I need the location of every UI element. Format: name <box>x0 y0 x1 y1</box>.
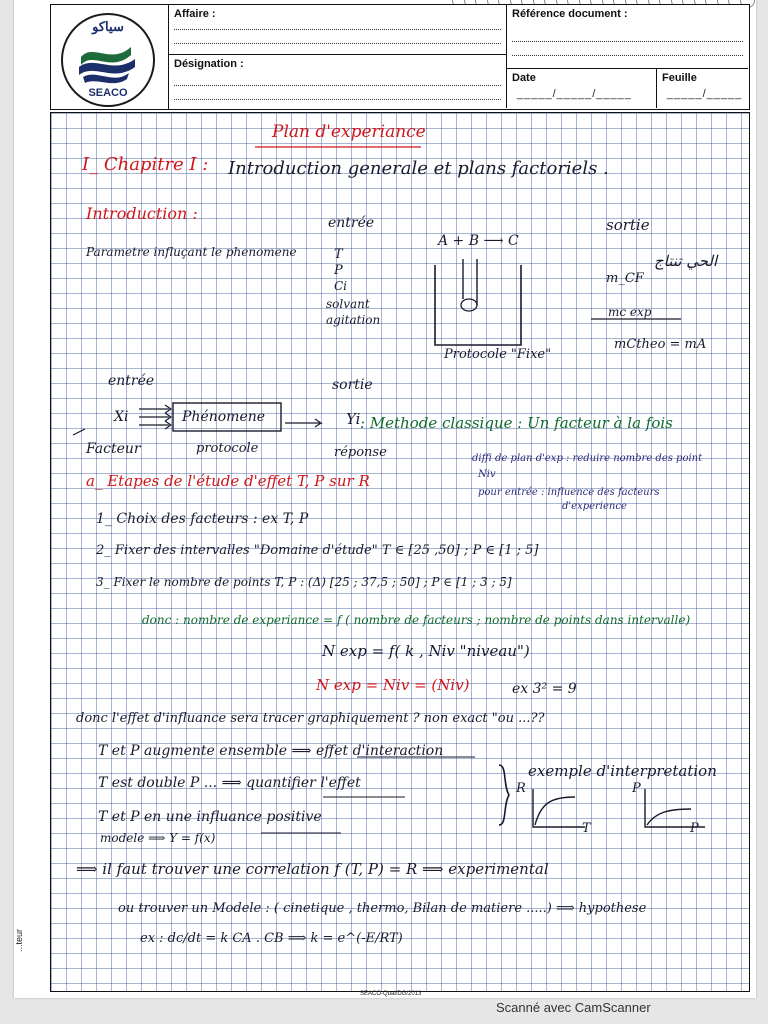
form-code: SEACO-Qual/DG/2013 <box>360 991 422 997</box>
dotted-line <box>512 55 743 56</box>
graph-label-t: T <box>582 821 591 836</box>
note-note2: Niv <box>478 469 496 480</box>
note-ar1: الحي تنتاج <box>654 252 718 270</box>
logo-name: SEACO <box>88 87 128 99</box>
note-etapes: a_ Etapes de l'étude d'effet T, P sur R <box>86 472 370 490</box>
seaco-logo <box>61 13 155 107</box>
note-sortie2: sortie <box>332 377 373 393</box>
side-text: ...teur <box>14 928 24 952</box>
note-note4: d'experience <box>562 501 627 512</box>
note-protocole: protocole <box>196 441 259 456</box>
note-sortie1: sortie <box>606 216 650 234</box>
note-tdouble: T est double P ... ⟹ quantifier l'effet <box>98 775 361 791</box>
note-intro: Introduction : <box>86 204 198 223</box>
note-nexp2: N exp = Niv = (Niv) <box>316 676 470 694</box>
note-nexp1: N exp = f( k , Niv "niveau") <box>322 642 530 660</box>
note-facteur: Facteur <box>86 441 141 457</box>
note-donc: donc : nombre de experiance = f ( nombre de facteurs ; nombre de points dans intervalle) <box>142 613 691 627</box>
note-entree1: entrée <box>328 215 375 231</box>
note-exemple: exemple d'interpretation <box>528 762 717 780</box>
note-note3: pour entrée : influence des facteurs <box>478 487 660 498</box>
reference-field <box>507 5 748 69</box>
note-entree2: entrée <box>108 373 155 389</box>
note-modele: modele ⟹ Y = f(x) <box>100 831 216 845</box>
graph-label-p: P <box>632 781 641 796</box>
note-tetp2: T et P en une influance positive <box>98 809 322 825</box>
note-tetp1: T et P augmente ensemble ⟹ effet d'interaction <box>98 743 444 759</box>
note-protocole-fixe: Protocole "Fixe" <box>444 347 552 362</box>
logo-arabic: سياكو <box>92 19 124 34</box>
dotted-line <box>174 43 501 44</box>
note-step1: 1_ Choix des facteurs : ex T, P <box>96 511 309 527</box>
designation-field <box>169 55 507 108</box>
feuille-value: _____/_____ <box>667 88 743 100</box>
note-solvant: solvant <box>326 297 370 311</box>
note-chapter-num: I_ Chapitre I : <box>82 154 209 175</box>
date-field <box>507 69 657 108</box>
dotted-line <box>174 85 501 86</box>
note-methode: : Methode classique : Un facteur à la fois <box>360 414 673 432</box>
scanner-watermark: Scanné avec CamScanner <box>496 1000 651 1015</box>
note-trouver: ou trouver un Modele : ( cinetique , thermo, Bilan de matiere .....) ⟹ hypothese <box>118 901 647 916</box>
date-value: _____/_____/_____ <box>517 88 632 100</box>
notebook-page <box>14 0 756 998</box>
note-phenomene: Phénomene <box>182 409 266 425</box>
note-correlation: ⟹ il faut trouver une correlation f (T, P) = R ⟹ experimental <box>76 860 549 878</box>
dotted-line <box>174 99 501 100</box>
note-donc2: donc l'effet d'influance sera tracer graphiquement ? non exact "ou ...?? <box>76 711 545 726</box>
note-yi: Yi <box>346 410 361 428</box>
designation-label: Désignation : <box>174 58 244 70</box>
note-p: P <box>334 263 343 278</box>
note-xi: Xi <box>114 409 129 425</box>
note-cinetique: ex : dc/dt = k CA . CB ⟹ k = e^(-E/RT) <box>140 931 403 946</box>
feuille-field <box>657 69 748 108</box>
dotted-line <box>174 29 501 30</box>
reference-label: Référence document : <box>512 8 628 20</box>
note-ex: ex 3² = 9 <box>512 681 577 697</box>
feuille-label: Feuille <box>662 72 697 84</box>
note-title: Plan d'experiance <box>272 122 426 142</box>
affaire-label: Affaire : <box>174 8 216 20</box>
dotted-line <box>512 41 743 42</box>
note-reaction: A + B ⟶ C <box>438 233 519 249</box>
logo-cell <box>51 5 169 109</box>
note-ci: Ci <box>334 279 348 293</box>
note-note1: diffi de plan d'exp : reduire nombre des point <box>472 453 703 464</box>
affaire-field <box>169 5 507 55</box>
form-header <box>50 4 750 110</box>
note-step2: 2_ Fixer des intervalles "Domaine d'étude" T ∈ [25 ,50] ; P ∈ [1 ; 5] <box>96 543 539 558</box>
note-mcexp: mc exp <box>608 305 652 319</box>
date-label: Date <box>512 72 536 84</box>
note-step3: 3_ Fixer le nombre de points T, P : (Δ) [25 ; 37,5 ; 50] ; P ∈ [1 ; 3 ; 5] <box>96 575 512 589</box>
graph-label-p: P <box>690 821 699 836</box>
note-reponse: réponse <box>334 445 387 460</box>
note-t: T <box>334 247 343 262</box>
note-param: Parametre influçant le phenomene <box>86 245 297 259</box>
note-mcf: m_CF <box>606 271 644 286</box>
note-chapter-title: Introduction generale et plans factoriels . <box>228 158 609 179</box>
graph-label-r: R <box>516 781 526 796</box>
note-agitation: agitation <box>326 313 381 327</box>
note-mctheo: mCtheo = mA <box>614 337 707 352</box>
